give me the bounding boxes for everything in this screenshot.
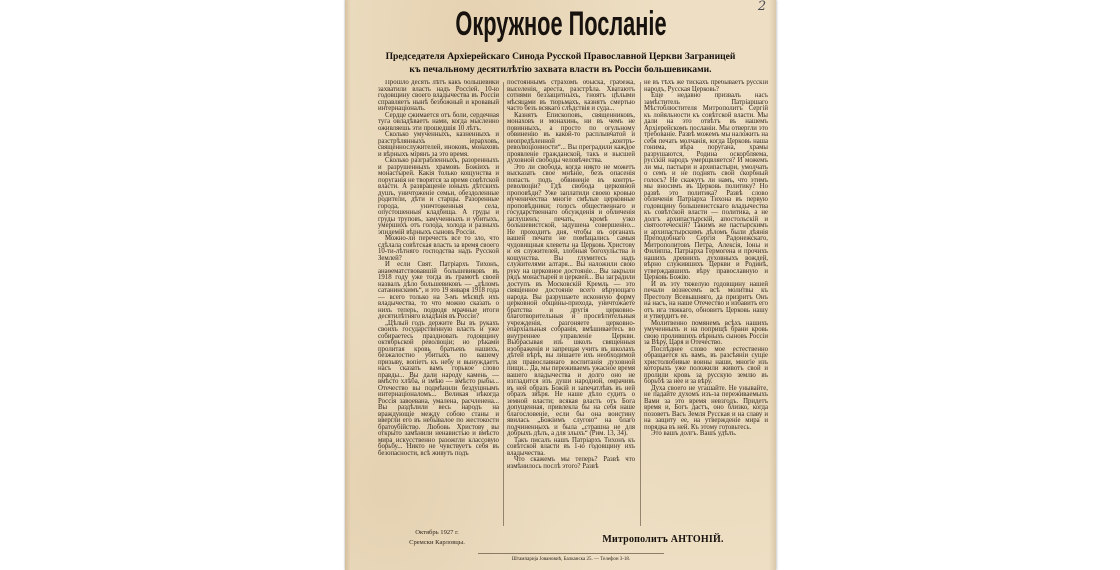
document-title-text: Окружное Посланіе [454, 5, 667, 43]
paragraph: Сколько разграбленныхъ, разоренныхъ и разрушенныхъ храмовъ Божіихъ и монастырей. Какія только кощунства и поруганія не творятся за время совѣтской власти. А развращеніе юныхъ дѣтскихъ душъ, уничтоженіе семьи, обездоленные родители, дѣти и старцы. Разоренные города, уничтоженныя села, опустошенныя кладбища. А груды и груды труповъ, замученныхъ и убитыхъ, умершихъ отъ голода, холода и разныхъ эпидемій вѣрныхъ сыновъ Россіи. [378, 157, 499, 236]
date: Октябрь 1927 г. [415, 529, 459, 536]
handwritten-page-number: 2 [757, 0, 767, 14]
paragraph: Сердце сжимается отъ боли, сердечная туга овладѣваетъ нами, когда мысленно оживляешь эти прошедшія 10 лѣтъ. [378, 111, 499, 132]
column-divider [640, 82, 641, 526]
date-place [385, 528, 489, 548]
text-column-1 [378, 80, 499, 528]
paragraph: Такъ писалъ нашъ Патріархъ Тихонъ къ совѣтской власти въ 1-ю годовщину ихъ владычества. [507, 436, 635, 457]
subtitle-line-2: къ печальному десятилѣтію захвата власти въ Россіи большевиками. [409, 63, 712, 75]
paragraph: не въ тѣхъ же тискахъ пребываетъ русскій народъ, Русская Церковь? [644, 80, 768, 93]
paragraph: И въ эту тяжелую годовщину нашей печали вознесемъ всѣ молитвы къ Престолу Всевышняго, да призритъ Онъ на насъ, на наше Отечество и избавитъ его отъ ига тяжкаго, обновитъ Церковь нашу и утвердитъ ее. [644, 280, 768, 320]
paragraph: постояннымъ страхомъ обыска, грабежа, выселенія, ареста, разстрѣла. Хватаютъ сотнями беззащитныхъ, гноятъ цѣлыми мѣсяцами въ тюрьмахъ, казнятъ смертью часто безъ всякаго слѣдствія и суда... [507, 80, 635, 112]
paragraph: Это вашъ долгъ. Вашъ удѣлъ. [651, 430, 737, 437]
paragraph: Прошло десять лѣтъ какъ большевики захватили власть надъ Россіей. 10-ю годовщину своего владычества въ Россіи справляетъ нынѣ безбожный и кровавый интернаціоналъ. [378, 80, 499, 112]
document-page [345, 0, 776, 570]
paragraph: Это ли свобода, когда никто не можетъ высказать свое мнѣніе, безъ опасенія попасть подъ обвиненіе въ контръ-революціи? Гдѣ свобода церковной проповѣди? Уже заплатили своею кровью мученичества многіе смѣлые церковные проповѣдники; голосъ общественнаго и государственнаго обсужденія и обличенія заглушенъ; печать, кромѣ узко большевистской, задушена совершенно... Не проходитъ дня, чтобы въ органахъ вашей печати не помѣщались самыя чудовищныя клеветы на Церковь Христову и ея служителей, злобныя богохульства и кощунства. Вы глумитесь надъ служителями алтаря... Вы наложили свою руку на церковное достояніе... Вы закрыли рядъ монастырей и церквей... Вы заградили доступъ въ Московскій Кремль — это священное достояніе всего вѣрующаго народа. Вы разрушаете исконную форму церковной общины-прихода, уничтожаете братства и другія церковно-благотворительныя и просвѣтительныя учрежденія, разгоняете церковно-епархіальныя собранія, вмѣшиваетесь во внутреннее управленіе Церкви. Выбрасывая изъ школъ священныя изображенія и запрещая учить въ школахъ дѣтей вѣрѣ, вы лишаете ихъ необходимой для православнаго воспитанія духовной пищи... Да, мы переживаемъ ужасное время вашего владычества и долго оно не изгладится изъ души народной, омрачивъ въ ней образъ Божій и запечатлѣвъ въ ней образъ звѣря. Не наше дѣло судить о земной власти; всякая власть отъ Бога допущенная, привлекла бы на себя наше благословеніе, если бы она воистину явилась „Божіимъ слугою“ на благо подчиненныхъ и была „страшна не для добрыхъ дѣлъ, а для злыхъ“ (Рим. 13, 34). [507, 163, 635, 437]
paragraph: Еще недавно призвалъ насъ замѣститель Патріаршаго Мѣстоблюстителя Митрополитъ Сергій къ лойяльности къ совѣтской власти. Мы дали на это отвѣтъ въ нашемъ Архіерейскомъ посланіи. Мы отвергли это требованіе. Развѣ можемъ мы наложить на себя печать молчанія, когда Церковь наша гонима, вѣра поругана, храмы разрушаются, Родина оскорбляема, русскій народъ умерщвляется? И можемъ ли мы, пастыри и архипастыри, умолчать о семъ и не поднять свой скорбный голосъ? Не скажутъ ли намъ, что этимъ мы вносимъ въ Церковь политику? Но развѣ это политика? Развѣ слово обличенія Патріарха Тихона въ первую годовщину большевистскаго владычества къ совѣтской власти — политика, а не долгъ архипастырскій, апостольскій и святоотеческій? Такимъ же пастырскимъ и архипастырскимъ дѣломъ были дѣянія Преподобнаго Сергія Радонежскаго, Митрополитовъ Петра, Алексія, Іоны и Филиппа, Патріарха Гермогена и прочихъ нашихъ древнихъ духовныхъ вождей, вѣрно служившихъ Церкви и Родинѣ, утверждавшихъ вѣру православную и Церковь Божію. [644, 92, 768, 281]
signature: Митрополитъ АНТОНІЙ. [602, 534, 724, 545]
paragraph: Сколько умученныхъ, казненныхъ и разстрѣлянныхъ іерарховъ, священнослужителей, иноковъ, монаховъ и вѣрныхъ мірянъ за это время. [378, 131, 499, 158]
footer-rule [478, 553, 664, 554]
place: Сремски Карловцы. [409, 539, 465, 546]
document-subtitle [345, 51, 776, 76]
paragraph: Можно-ли перечесть все то зло, что сдѣлала совѣтская власть за время своего 10-ти-лѣтняго господства надъ Русской Землей? [378, 235, 499, 262]
text-column-2 [507, 80, 635, 528]
paragraph: И если Свят. Патріархъ Тихонъ, анаѳематствовавшій большевиковъ въ 1918 году уже тогда въ грамотѣ своей назвалъ дѣло большевиковъ — „дѣломъ сатанинскимъ“, и это 19 января 1918 года — всего только на 3-мъ мѣсяцѣ ихъ владычества, то что можно сказать о нихъ теперь, подводя мрачные итоги десятилѣтняго владѣнія въ Россіи? [378, 261, 499, 320]
text-column-3 [644, 80, 768, 528]
subtitle-line-1: Председателя Архіерейскаго Синода Русской Православной Церкви Заграницей [385, 51, 736, 62]
paragraph: Казнятъ Епископовъ, священниковъ, монаховъ и монахинь, ни въ чемъ не повинныхъ, а просто по огульному обвиненію въ какой-то расплывчатой и неопредѣленной „контръ-революціонности“... Вы преградили каждое проявленіе гражданской, такъ и высшей духовной свободы человѣчества. [507, 111, 635, 164]
paragraph: Духа своего не угашайте. Не унывайте, не падайте духомъ изъ-за переживаемыхъ Вами за это время невзгодъ. Придетъ время и, Богъ дастъ, оно близко, когда позоветъ Васъ Земля Русская и на славу и на защиту ее, на утвержденіе мира и порядка въ ней. Къ этому готовьтесь. [644, 384, 768, 431]
column-divider [503, 82, 504, 526]
printer-imprint: Штампарија Јовановић, Балканска 25. — Телефон 3-18. [511, 557, 631, 562]
paragraph: Молитвенно помянемъ всѣхъ нашихъ умученныхъ и на поприщѣ брани кровь свою пролившихъ вѣрныхъ сыновъ Россіи за Вѣру, Царя и Отечество. [644, 319, 768, 346]
document-title [345, 5, 776, 43]
paragraph: Что скажемъ мы теперь? Развѣ что измѣнилось послѣ этого? Развѣ [507, 456, 635, 470]
paragraph: „Цѣлый годъ держите Вы въ рукахъ своихъ государственную власть и уже собираетесь праздновать годовщину октябрьской революціи; но рѣками пролитая кровь братьевъ нашихъ, безжалостно убитыхъ по вашему призыву, вопіетъ къ небу и вынуждаетъ насъ сказать вамъ горькое слово правды... Вы дали народу камень — вмѣсто хлѣба, и змѣю — вмѣсто рыбы... Отечество вы подмѣнили бездушнымъ интернаціоналомъ... Великая нѣкогда Россія завоевана, умалена, расчленена... Вы раздѣлили весь народъ на враждующіе между собою станы и ввергли его въ небывалое по жестокости братоубійство. Любовь Христову вы открыто замѣнили ненавистью и вмѣсто мира искусственно разожгли классовую борьбу... Никто не чувствуетъ себя въ безопасности, всѣ живутъ подъ [378, 319, 499, 457]
paragraph: Послѣднее слово мое естественно обращается къ вамъ, въ разсѣяніи сущіе христолюбивые воины наши, многіе изъ которыхъ уже положили животъ свой и пролили кровь за русскую землю въ борьбѣ за нее и за вѣру. [644, 345, 768, 385]
